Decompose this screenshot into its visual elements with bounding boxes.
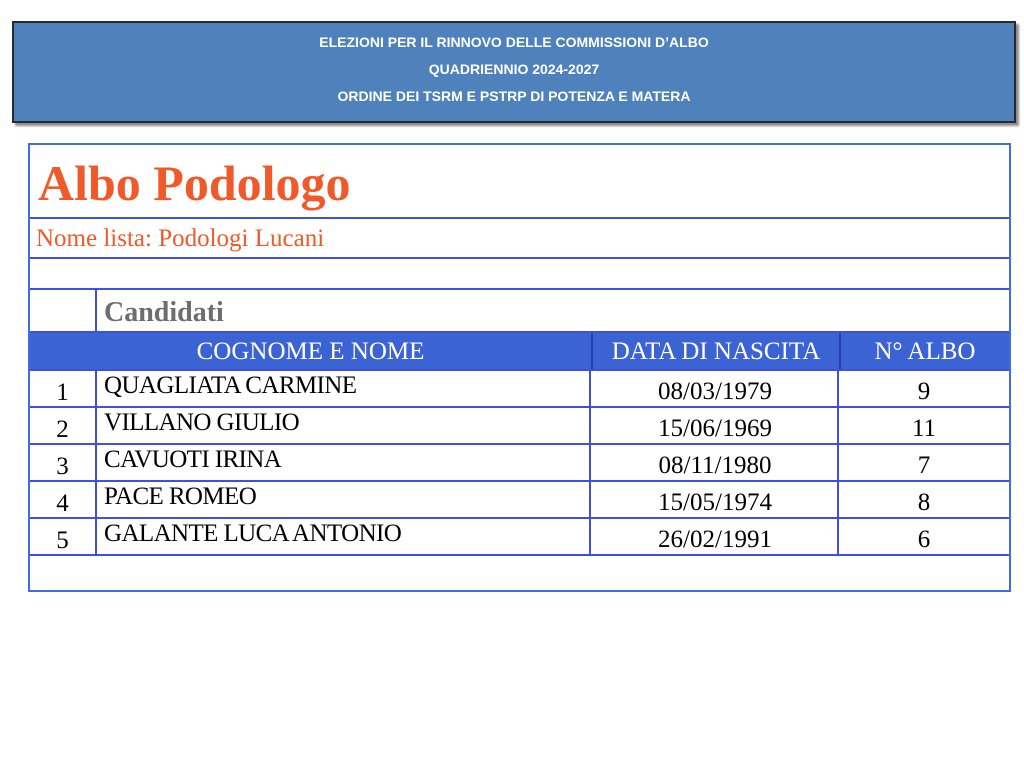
birth-date: 26/02/1991	[589, 519, 839, 554]
table-row	[30, 408, 1009, 445]
table-row	[30, 482, 1009, 519]
title-row	[30, 145, 1009, 219]
table-header-row	[30, 333, 1009, 371]
albo-number: 6	[837, 519, 1009, 554]
candidate-name: QUAGLIATA CARMINE	[104, 372, 357, 399]
column-header-birth-date: DATA DI NASCITA	[591, 333, 839, 369]
candidate-name: GALANTE LUCA ANTONIO	[104, 520, 402, 547]
albo-number: 8	[837, 482, 1009, 517]
albo-number: 7	[837, 445, 1009, 480]
candidate-name: CAVUOTI IRINA	[104, 446, 282, 473]
section-label: Candidati	[104, 297, 224, 328]
candidate-list-sheet	[28, 143, 1011, 592]
albo-number: 9	[837, 371, 1009, 406]
candidate-name: VILLANO GIULIO	[104, 409, 300, 436]
birth-date: 15/05/1974	[589, 482, 839, 517]
column-header-name: COGNOME E NOME	[196, 338, 425, 365]
election-header-banner	[12, 21, 1016, 123]
page-title: Albo Podologo	[38, 155, 351, 211]
list-name-row	[30, 219, 1009, 259]
table-row	[30, 371, 1009, 408]
column-header-albo-number: N° ALBO	[839, 333, 1009, 369]
row-number: 3	[30, 445, 97, 480]
blank-footer-row	[30, 556, 1009, 593]
birth-date: 08/03/1979	[589, 371, 839, 406]
row-number: 1	[30, 371, 97, 406]
header-line-period: QUADRIENNIO 2024-2027	[428, 61, 600, 77]
header-line-order: ORDINE DEI TSRM E PSTRP DI POTENZA E MATERA	[337, 88, 691, 104]
list-name: Nome lista: Podologi Lucani	[36, 225, 325, 252]
candidate-name: PACE ROMEO	[104, 483, 257, 510]
table-row	[30, 445, 1009, 482]
blank-row	[30, 259, 1009, 290]
header-line-election-title: ELEZIONI PER IL RINNOVO DELLE COMMISSIONI D’ALBO	[319, 34, 709, 50]
row-number: 2	[30, 408, 97, 443]
candidates-section-row	[30, 290, 1009, 333]
row-number: 5	[30, 519, 97, 554]
table-row	[30, 519, 1009, 556]
row-number: 4	[30, 482, 97, 517]
birth-date: 08/11/1980	[589, 445, 839, 480]
albo-number: 11	[837, 408, 1009, 443]
birth-date: 15/06/1969	[589, 408, 839, 443]
empty-number-cell	[30, 290, 97, 331]
